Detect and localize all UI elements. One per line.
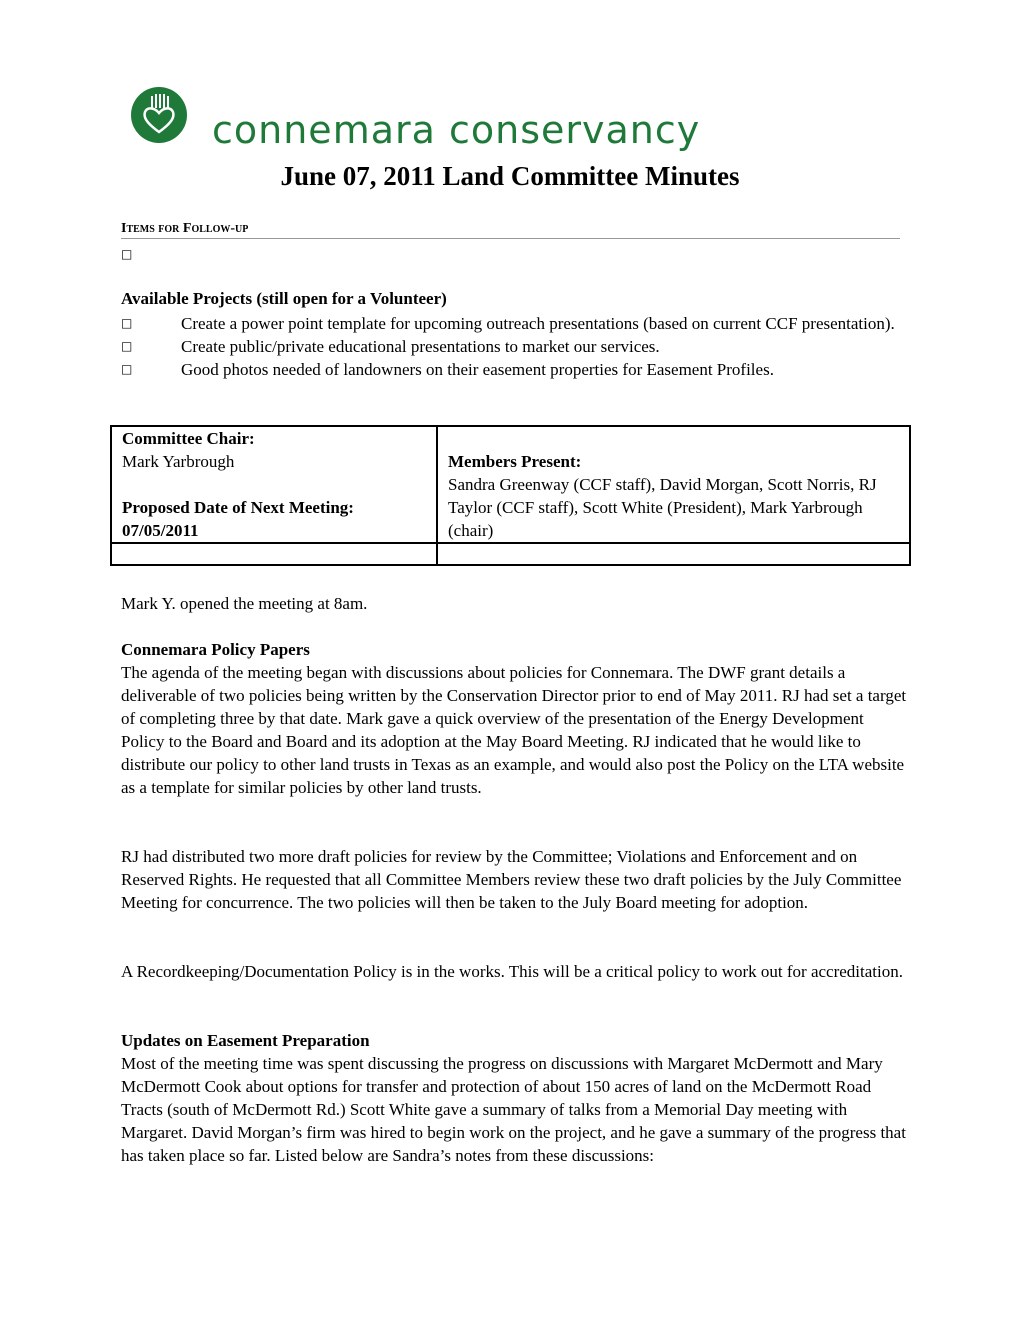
policy-paragraph-1: The agenda of the meeting began with discussions about policies for Connemara. The DWF grant details a deliverable of two policies being written by the Conservation Director prior to end of May 2011. RJ had set a target of completing three by that date. Mark gave a quick overview of the presentation of the Energy Development Policy to the Board and Board and its adoption at the May Board Meeting. RJ indicated that he would like to distribute our policy to other land trusts in Texas as an example, and would also post the Policy on the LTA website as a template for similar policies by other land trusts. — [121, 663, 907, 797]
project-text: Create a power point template for upcoming outreach presentations (based on current CCF presentation). — [181, 314, 895, 333]
members-value: Sandra Greenway (CCF staff), David Morgan, Scott Norris, RJ Taylor (CCF staff), Scott White (President), Mark Yarbrough (chair) — [448, 475, 877, 540]
next-meeting-value: 07/05/2011 — [122, 521, 199, 540]
meeting-info-table — [110, 425, 911, 566]
brand-name: connemara conservancy — [212, 108, 701, 152]
empty-cell — [437, 543, 910, 565]
members-cell — [437, 426, 910, 543]
easement-paragraph-1: Most of the meeting time was spent discussing the progress on discussions with Margaret McDermott and Mary McDermott Cook about options for transfer and protection of about 150 acres of land on the McDermott Road Tracts (south of McDermott Rd.) Scott White gave a summary of talks from a Memorial Day meeting with Margaret. David Morgan’s firm was hired to begin work on the project, and he gave a summary of the progress that has taken place so far. Listed below are Sandra’s notes from these discussions: — [121, 1054, 906, 1165]
chair-label: Committee Chair: — [122, 429, 255, 448]
followup-heading: Items for Follow-up — [121, 221, 900, 239]
checkbox-bullet: □ — [121, 362, 133, 376]
easement-heading: Updates on Easement Preparation — [121, 1031, 370, 1050]
chair-cell — [111, 426, 437, 543]
policy-heading: Connemara Policy Papers — [121, 640, 310, 659]
empty-cell — [111, 543, 437, 565]
list-item — [121, 335, 901, 358]
list-item — [121, 312, 901, 335]
table-row — [111, 543, 910, 565]
projects-title: Available Projects (still open for a Volunteer) — [121, 289, 447, 308]
followup-empty-checkbox: □ — [121, 247, 133, 261]
next-meeting-label: Proposed Date of Next Meeting: — [122, 498, 354, 517]
list-item — [121, 358, 901, 381]
policy-paragraph-2: RJ had distributed two more draft policies for review by the Committee; Violations and Enforcement and on Reserved Rights. He requested that all Committee Members review these two draft policies by the July Committee Meeting for concurrence. The two policies will then be taken to the July Board meeting for adoption. — [121, 847, 902, 912]
project-text: Create public/private educational presentations to market our services. — [181, 337, 660, 356]
project-text: Good photos needed of landowners on their easement properties for Easement Profiles. — [181, 360, 774, 379]
members-label: Members Present: — [448, 452, 582, 471]
checkbox-bullet: □ — [121, 316, 133, 330]
page-title: June 07, 2011 Land Committee Minutes — [280, 161, 740, 191]
projects-list — [121, 312, 901, 381]
chair-value: Mark Yarbrough — [122, 452, 235, 471]
table-row — [111, 426, 910, 543]
opening-paragraph: Mark Y. opened the meeting at 8am. — [121, 594, 368, 613]
checkbox-bullet: □ — [121, 339, 133, 353]
heart-tree-logo-icon — [130, 86, 188, 144]
policy-paragraph-3: A Recordkeeping/Documentation Policy is in the works. This will be a critical policy to work out for accreditation. — [121, 962, 903, 981]
